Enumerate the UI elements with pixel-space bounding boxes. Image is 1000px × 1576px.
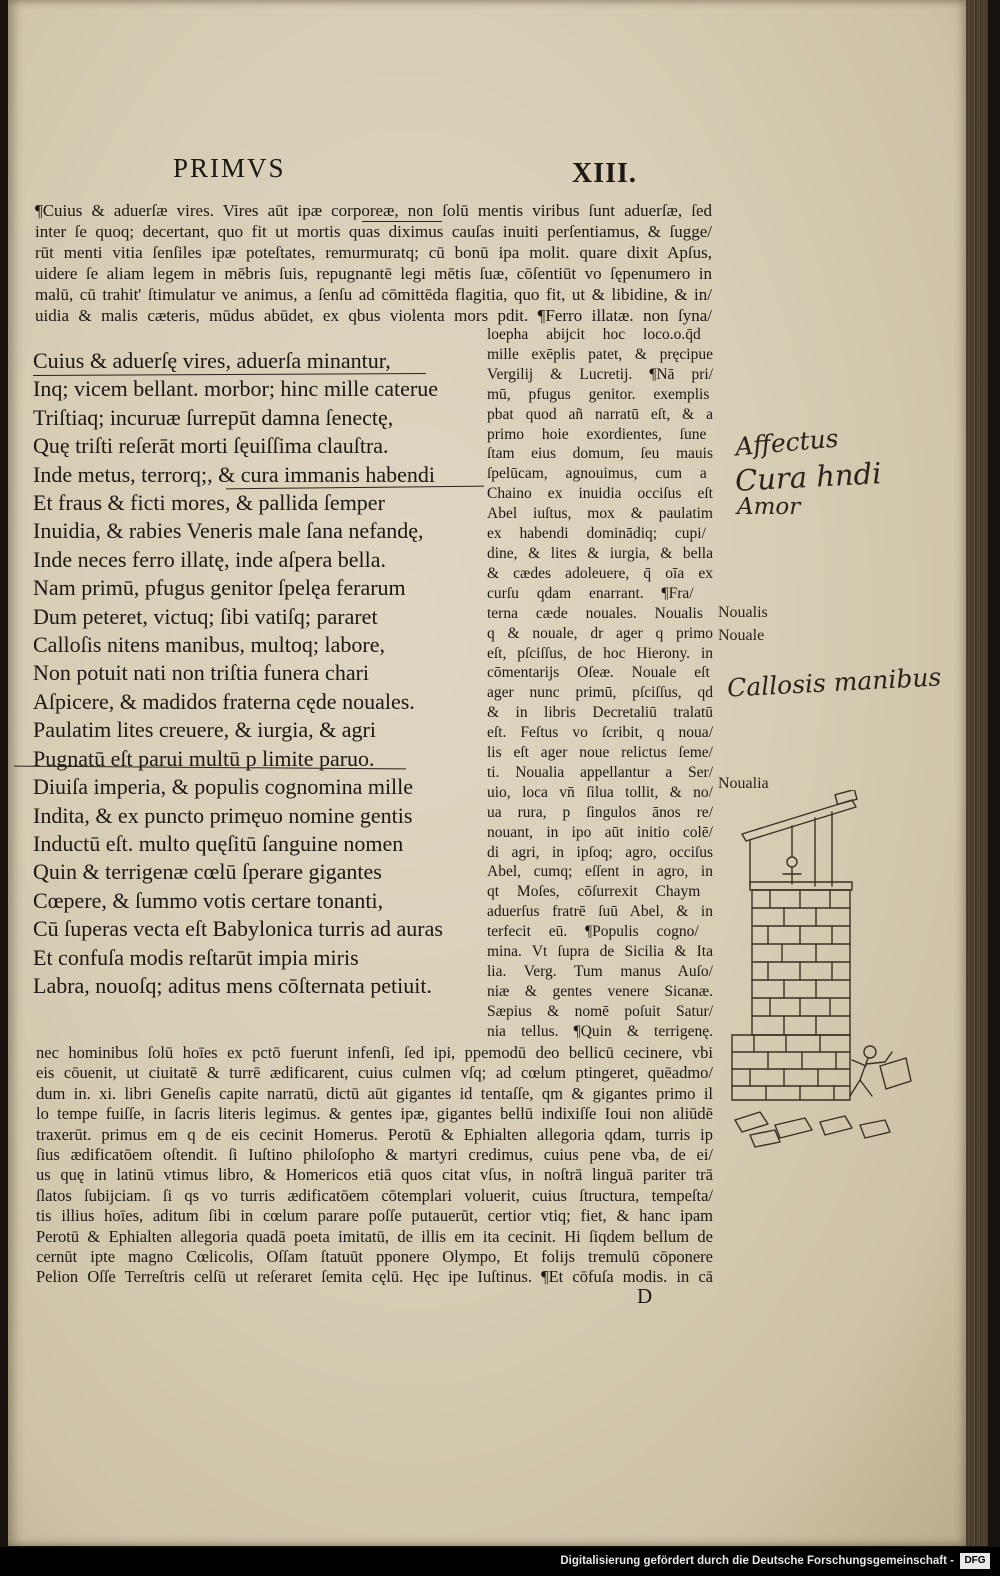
verse-line: Indita, & ex puncto primęuo nomine gentis	[33, 802, 413, 828]
marginal-note-noualia: Noualia	[718, 775, 769, 792]
commentary-right-line: dine, & lites & iurgia, & bella	[487, 544, 713, 562]
commentary-top	[35, 200, 712, 326]
commentary-right-line: Vergilij & Lucretij. ¶Nā pri/	[487, 365, 713, 383]
marginal-note-amor: Amor	[737, 494, 801, 520]
commentary-right-line: qt Moſes, cōſurrexit Chaym	[487, 883, 701, 901]
verse-text	[33, 347, 483, 1000]
commentary-right-line: & cædes adoleuere, q̄ oīa ex	[487, 564, 713, 582]
commentary-bottom	[36, 1043, 713, 1288]
verse-line: Quin & terrigenæ cœlū ſperare gigantes	[33, 859, 382, 885]
verse-line: Inq; vicem bellant. morbor; hinc mille caterue	[33, 376, 439, 402]
commentary-right-line: Sæpius & nomē poſuit Satur/	[487, 1002, 713, 1020]
tower-base	[732, 1035, 850, 1100]
digitization-footer	[0, 1547, 1000, 1576]
commentary-top-line: rūt menti vitia ſenſiles ipæ poteſtates, remurmuratq; cū bonū ipa molit. quare dixit Apſus,	[35, 243, 712, 262]
commentary-right-line: loepha abijcit hoc loco.o.q̄d	[487, 326, 701, 343]
verse-line: Aſpicere, & madidos fraterna cęde nouales.	[33, 688, 415, 714]
commentary-right-line: mū, pfugus genitor. exemplis	[487, 385, 710, 403]
commentary-right-line: ua rura, p ſingulos ānos re/	[487, 803, 713, 821]
builder-figure	[850, 1046, 911, 1096]
commentary-right-line: ti. Noualia appellantur a Ser/	[487, 763, 713, 781]
commentary-bottom-line: eis cōuenit, ut ciuitatē & turrē ædificarent, cuius culmen vſq; ad cœlum ptingeret, quēadmo/	[36, 1063, 713, 1083]
commentary-top-line: inter ſe quoq; decertant, quo fit ut mortis quas diximus cauſas inuiti perſentiamus, & ſugge/	[35, 222, 712, 241]
underline-commentary-1	[362, 221, 442, 222]
commentary-right-line: nouant, in ipo aūt initio colē/	[487, 823, 713, 841]
commentary-right-line: Abel, cumq; eſſent in agro, in	[487, 863, 713, 881]
running-head: PRIMVS	[173, 153, 286, 183]
commentary-right-line: ſpelūcam, agnouimus, cum a	[487, 465, 707, 483]
figure-on-tower	[783, 857, 801, 884]
commentary-right-line: lis eſt ager noue relictus ſeme/	[487, 744, 713, 762]
commentary-right-line: pbat quod añ narratū eſt, & a	[487, 405, 713, 423]
verse-line: Cū ſuperas vecta eſt Babylonica turris ad auras	[33, 916, 443, 942]
commentary-right-line: niæ & gentes venere Sicanæ.	[487, 982, 713, 1000]
commentary-right-line: Chaino ex inuidia occiſus eſt	[487, 485, 713, 503]
commentary-right-line: eſt, pſciſſus, de hoc Hierony. in	[487, 644, 713, 662]
commentary-right-line: lia. Verg. Tum manus Auſo/	[487, 963, 713, 980]
commentary-right-line: uio, loca vn̄ ſilua tollit, & no/	[487, 783, 713, 801]
verse-line: Inductū eſt. multo quęſitū ſanguine nomen	[33, 830, 404, 856]
commentary-top-line: malū, cū trahit' ſtimulatur ve animus, a ſenſu ad cōmittēda flagitia, quo fit, ut & libidine, & in/	[35, 285, 712, 304]
commentary-bottom-line: cernūt ipte magno Cœlicolis, Oſſam ſtatuūt pponere Olympo, Et folijs tremulū cōponere	[36, 1247, 713, 1267]
signature-mark: D	[637, 1284, 653, 1308]
commentary-right-line: eſt. Feſtus vo ſcribit, q noua/	[487, 724, 713, 742]
commentary-bottom-line: lo tempe fuiſſe, in ſacris literis legimus. & gentes ipæ, gigantes bellū indixiſſe Ioui non aliūdē	[36, 1104, 713, 1124]
folio-number: XIII.	[572, 158, 637, 189]
commentary-right-line: ſtam eius domum, ſeu mauis	[487, 445, 713, 463]
commentary-right-line: cōmentarijs Oſeæ. Nouale eſt	[487, 664, 710, 682]
verse-line: Non potuit nati non triſtia funera chari	[33, 660, 370, 686]
commentary-right-line: Abel iuſtus, mox & paulatim	[487, 505, 713, 523]
scattered-stones	[735, 1112, 890, 1147]
verse-line: Inde neces ferro illatę, inde aſpera bella.	[33, 546, 387, 572]
verse-line: Inde metus, terrorq;, & cura immanis habendi	[33, 461, 435, 487]
crane-scaffold	[742, 790, 857, 886]
commentary-right-line: terfecit eū. ¶Populis cogno/	[487, 923, 699, 941]
commentary-right-line: aduerſus fratrē ſuū Abel, & in	[487, 903, 713, 921]
verse-line: Et fraus & ficti mores, & pallida ſemper	[33, 490, 385, 516]
verse-line: Diuiſa imperia, & populis cognomina mille	[33, 774, 414, 800]
commentary-top-line: uidia & malis cæteris, mūdus abūdet, ex qbus violenta mors pdit. ¶Ferro illatæ. non ſyna/	[35, 306, 712, 325]
commentary-bottom-line: us quę in latinū vtimus libro, & Homericos etiā quos citat vſus, in noſtrā linguā pariter trā	[36, 1165, 713, 1185]
verse-line: Triſtiaq; incuruæ ſurrepūt damna ſenectę,	[33, 404, 394, 430]
commentary-right-line: mille exēplis patet, & pręcipue	[487, 345, 713, 363]
commentary-right-line: & in libris Decretaliū tralatū	[487, 704, 713, 722]
marginal-note-cura-habendi: Cura hndi	[734, 456, 883, 498]
commentary-right-line: primo hoie exordientes, ſune	[487, 425, 707, 443]
page-edges	[966, 0, 988, 1546]
commentary-bottom-line: ſlatos ſubijciam. ſi qs vo turris ædificatōem cōtemplari voluerit, cuius ſtructura, tempeſta/	[36, 1185, 713, 1205]
commentary-bottom-line: nec hominibus ſolū hoīes ex pctō fuerunt infenſi, ſed ipi, ppemodū deo bellicū cecinere, vbi	[36, 1043, 713, 1062]
commentary-right-line: mina. Vt ſupra de Sicilia & Ita	[487, 943, 713, 961]
commentary-right-line: curſu qdam enarrant. ¶Fra/	[487, 584, 694, 602]
commentary-top-line: ¶Cuius & aduerſæ vires. Vires aūt ipæ corporeæ, non ſolū mentis viribus ſunt aduerſæ, ſed	[35, 201, 712, 220]
verse-line: Cœpere, & ſummo votis certare tonanti,	[33, 887, 384, 913]
funding-note: Digitalisierung gefördert durch die Deutsche Forschungsgemeinschaft -	[560, 1555, 954, 1567]
marginal-note-callosis-manibus: Callosis manibus	[726, 662, 942, 703]
verse-line: Quę triſti reſerāt morti ſęuiſſima clauſtra.	[33, 433, 389, 459]
commentary-right-line: ex habendi dominādiq; cupi/	[487, 525, 706, 543]
marginal-note-nouale: Nouale	[718, 627, 765, 644]
commentary-right-line: q & nouale, dr ager q primo	[487, 624, 713, 642]
dfg-logo: DFG	[960, 1553, 990, 1569]
commentary-bottom-line: Pelion Oſſe Terreſtris celſū ut reſeraret ſemita cęlū. Hęc ipe Iuſtinus. ¶Et cōfuſa modis. in cā	[36, 1267, 713, 1287]
commentary-right-column	[487, 325, 713, 1042]
commentary-bottom-line: ſius ædificatōem oſtendit. ſi Iuſtino philoſopho & martyri credimus, cuius pene vba, de ei/	[36, 1145, 713, 1165]
tower-drawing	[720, 790, 920, 1160]
commentary-bottom-line: traxerūt. primus em q de eis cecinit Homerus. Perotū & Ephialten allegoria qdam, turris ip	[36, 1124, 713, 1144]
commentary-top-line: uidere ſe aliam legem in mēbris ſuis, repugnantē legi mētis ſuæ, cōſentiūt vo ſępenumero in	[35, 264, 712, 283]
commentary-bottom-line: Perotū & Ephialten allegoria quadā poeta imitatū, de illis em ita cecinit. Hi ſiqdem bellum de	[36, 1226, 713, 1246]
verse-line: Inuidia, & rabies Veneris male ſana nefandę,	[33, 518, 424, 544]
marginal-note-affectus: Affectus	[733, 423, 840, 462]
commentary-right-line: ager nunc primū, pſciſſus, qd	[487, 684, 713, 702]
verse-line: Pugnatū eſt parui multū p limite paruo.	[33, 745, 375, 771]
verse-line: Labra, nouoſq; aditus mens cōſternata petiuit.	[33, 972, 432, 998]
verse-line: Dum peteret, victuq; ſibi vatiſq; pararet	[33, 603, 378, 629]
verse-line: Cuius & aduerſę vires, aduerſa minantur,	[33, 348, 391, 373]
tower-upper	[750, 882, 852, 1035]
commentary-bottom-line: tis illius hoīes, aditum ſibi in cœlum parare poſſe putauerūt, certior vtiq; fiet, & hanc ipam	[36, 1206, 713, 1226]
commentary-right-line: di agri, in ipſoq; agro, occiſus	[487, 843, 713, 861]
commentary-bottom-line: dum in. xi. libri Geneſis capite narratū, dictū aūt gigantes id tentaſſe, qm & gigantes primo il	[36, 1083, 713, 1103]
verse-line: Paulatim lites creuere, & iurgia, & agri	[33, 717, 376, 743]
verse-line: Nam primū, pfugus genitor ſpelęa ferarum	[33, 575, 406, 601]
verse-line: Et confuſa modis reſtarūt impia miris	[33, 944, 359, 970]
commentary-right-line: nia tellus. ¶Quin & terrigenę.	[487, 1022, 713, 1040]
marginal-note-noualis: Noualis	[718, 604, 768, 621]
verse-line: Calloſis nitens manibus, multoq; labore,	[33, 632, 385, 658]
commentary-right-line: terna cæde nouales. Noualis	[487, 604, 703, 622]
